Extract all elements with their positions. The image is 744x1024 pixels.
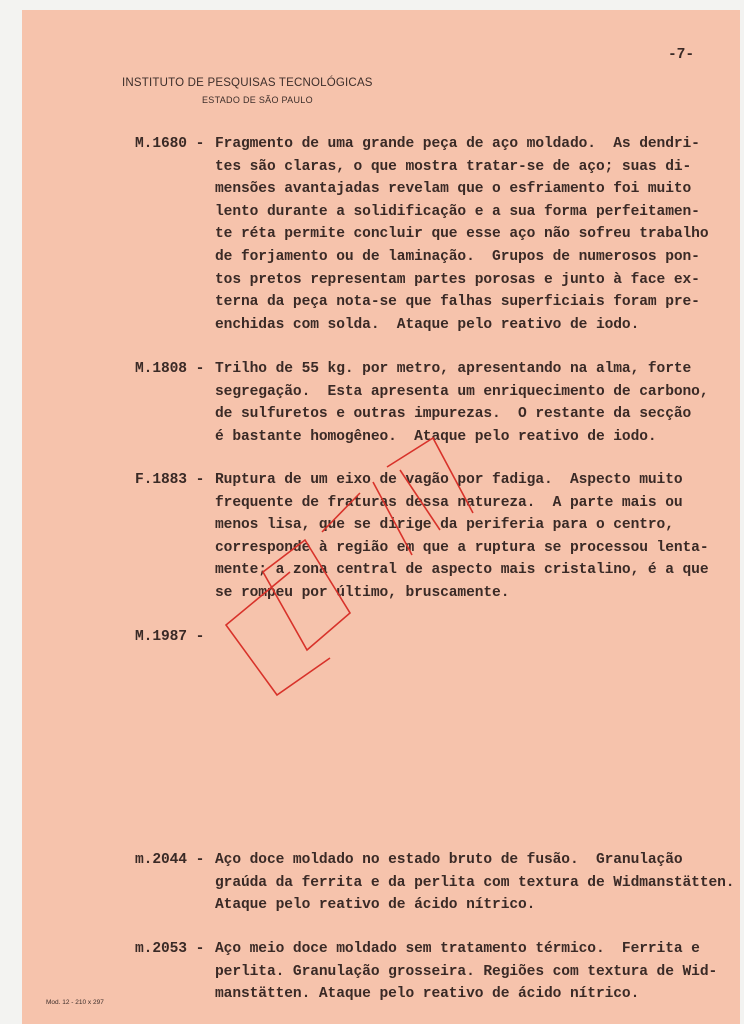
description-line: Trilho de 55 kg. por metro, apresentando na alma, forte [215,361,692,377]
stamp-stroke [226,572,330,695]
specimen-code: M.1680 - [135,136,205,152]
page-number: -7- [668,47,694,63]
description-line: Aço meio doce moldado sem tratamento térmico. Ferrita e [215,941,700,957]
specimen-code: M.1987 - [135,629,205,645]
description-line: tos pretos representam partes porosas e junto à face ex- [215,271,700,288]
stamp-stroke [373,482,412,555]
description-line: enchidas com solda. Ataque pelo reativo de iodo. [215,316,640,333]
description-line: segregação. Esta apresenta um enriquecimento de carbono, [215,383,709,400]
stamp-stroke [263,540,350,650]
specimen-code: M.1808 - [135,361,205,377]
description-line: frequente de fraturas dessa natureza. A parte mais ou [215,494,683,511]
description-line: é bastante homogêneo. Ataque pelo reativo de iodo. [215,428,657,445]
stamp-stroke [322,493,360,532]
form-footer: Mod. 12 - 210 x 297 [46,999,104,1006]
description-line: lento durante a solidificação e a sua forma perfeitamen- [215,203,700,220]
description-line: mente; a zona central de aspecto mais cristalino, é a que [215,562,709,579]
description-line: Ataque pelo reativo de ácido nítrico. [215,897,536,914]
description-line: Ruptura de um eixo de vagão por fadiga. Aspecto muito [215,472,683,488]
description-line: se rompeu por último, bruscamente. [215,584,510,601]
description-line: Aço doce moldado no estado bruto de fusão. Granulação [215,852,683,868]
specimen-code: m.2044 - [135,852,205,868]
description-line: mensões avantajadas revelam que o esfriamento foi muito [215,181,692,198]
description-line: Fragmento de uma grande peça de aço moldado. As dendri- [215,136,700,152]
description-line: tes são claras, o que mostra tratar-se de aço; suas di- [215,158,692,175]
stamp-stroke [387,438,473,513]
description-line: corresponde à região em que a ruptura se processou lenta- [215,539,709,556]
description-line: graúda da ferrita e da perlita com textura de Widmanstätten. [215,874,735,891]
stamp-stroke [400,470,440,530]
specimen-code: F.1883 - [135,472,205,488]
description-line: te réta permite concluir que esse aço não sofreu trabalho [215,226,709,243]
description-line: de forjamento ou de laminação. Grupos de numerosos pon- [215,248,700,265]
description-line: menos lisa, que se dirige da periferia para o centro, [215,517,674,534]
description-line: perlita. Granulação grosseira. Regiões com textura de Wid- [215,963,718,980]
specimen-code: m.2053 - [135,941,205,957]
letterhead-institute: INSTITUTO DE PESQUISAS TECNOLÓGICAS [122,77,373,89]
description-line: terna da peça nota-se que falhas superficiais foram pre- [215,294,700,311]
description-line: manstätten. Ataque pelo reativo de ácido nítrico. [215,986,640,1003]
letterhead-state: ESTADO DE SÃO PAULO [202,95,313,105]
description-line: de sulfuretos e outras impurezas. O restante da secção [215,406,692,423]
